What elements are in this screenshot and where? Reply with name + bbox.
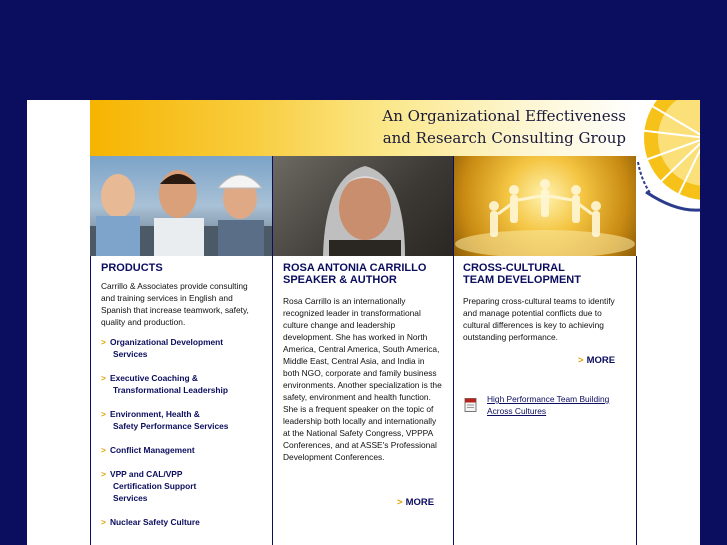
arrow-icon: >	[101, 373, 106, 383]
tagline-line2: and Research Consulting Group	[382, 129, 626, 147]
rosa-carrillo-portrait	[273, 156, 453, 256]
product-link-nuclear-safety-culture[interactable]: > Nuclear Safety Culture	[101, 517, 200, 527]
arrow-icon: >	[101, 409, 106, 419]
pdf-document-icon[interactable]	[464, 397, 478, 411]
speaker-heading: ROSA ANTONIA CARRILLO SPEAKER & AUTHOR	[283, 262, 427, 286]
arrow-icon: >	[397, 497, 403, 508]
left-margin	[27, 100, 90, 545]
speaker-more-link[interactable]: > MORE	[397, 497, 435, 508]
cross-cultural-heading: CROSS-CULTURAL TEAM DEVELOPMENT	[463, 262, 581, 286]
arrow-icon: >	[101, 445, 106, 455]
products-heading: PRODUCTS	[101, 262, 163, 274]
cross-cultural-description: Preparing cross-cultural teams to identify and manage potential conflicts due to cultural differences is key to achieving outstanding performance.	[463, 296, 615, 342]
speaker-column	[273, 256, 453, 545]
arrow-icon: >	[101, 337, 106, 347]
tagline	[382, 105, 626, 149]
sun-logo	[636, 100, 700, 218]
arrow-icon: >	[578, 355, 584, 366]
workers-photo	[90, 156, 272, 256]
product-link-organizational-development[interactable]: > Organizational Development Services	[101, 337, 224, 359]
products-list	[101, 336, 262, 528]
column-divider	[636, 256, 637, 545]
products-intro: Carrillo & Associates provide consulting and training services in English and Spanish that increase teamwork, safety, quality and production.	[101, 281, 249, 327]
speaker-bio: Rosa Carrillo is an internationally recognized leader in transformational culture change and leadership development. She has worked in North America, Central America, South America, Middle East, Central Asia, and India in both NGO, corporate and family business environments. Another specialization is the safety, environment and health function. She is a frequent speaker on the topic of leadership both locally and internationally at the National Safety Congress, VPPPA Conferences, and at ASSE's Professional Development Conferences.	[283, 296, 442, 462]
cross-cultural-column	[454, 256, 636, 545]
cross-cultural-more-link[interactable]: > MORE	[578, 355, 616, 366]
header-banner	[90, 100, 636, 156]
product-link-environment-health-safety[interactable]: > Environment, Health & Safety Performance Services	[101, 409, 229, 431]
products-column	[90, 256, 272, 545]
arrow-icon: >	[101, 469, 106, 479]
team-silhouettes-image	[454, 156, 636, 256]
product-link-executive-coaching[interactable]: > Executive Coaching & Transformational Leadership	[101, 373, 228, 395]
tagline-line1: An Organizational Effectiveness	[382, 107, 626, 125]
product-link-conflict-management[interactable]: > Conflict Management	[101, 445, 195, 455]
team-building-pdf-link[interactable]: High Performance Team Building Across Cultures	[487, 394, 610, 416]
arrow-icon: >	[101, 517, 106, 527]
product-link-vpp-certification[interactable]: > VPP and CAL/VPP Certification Support Services	[101, 469, 197, 503]
